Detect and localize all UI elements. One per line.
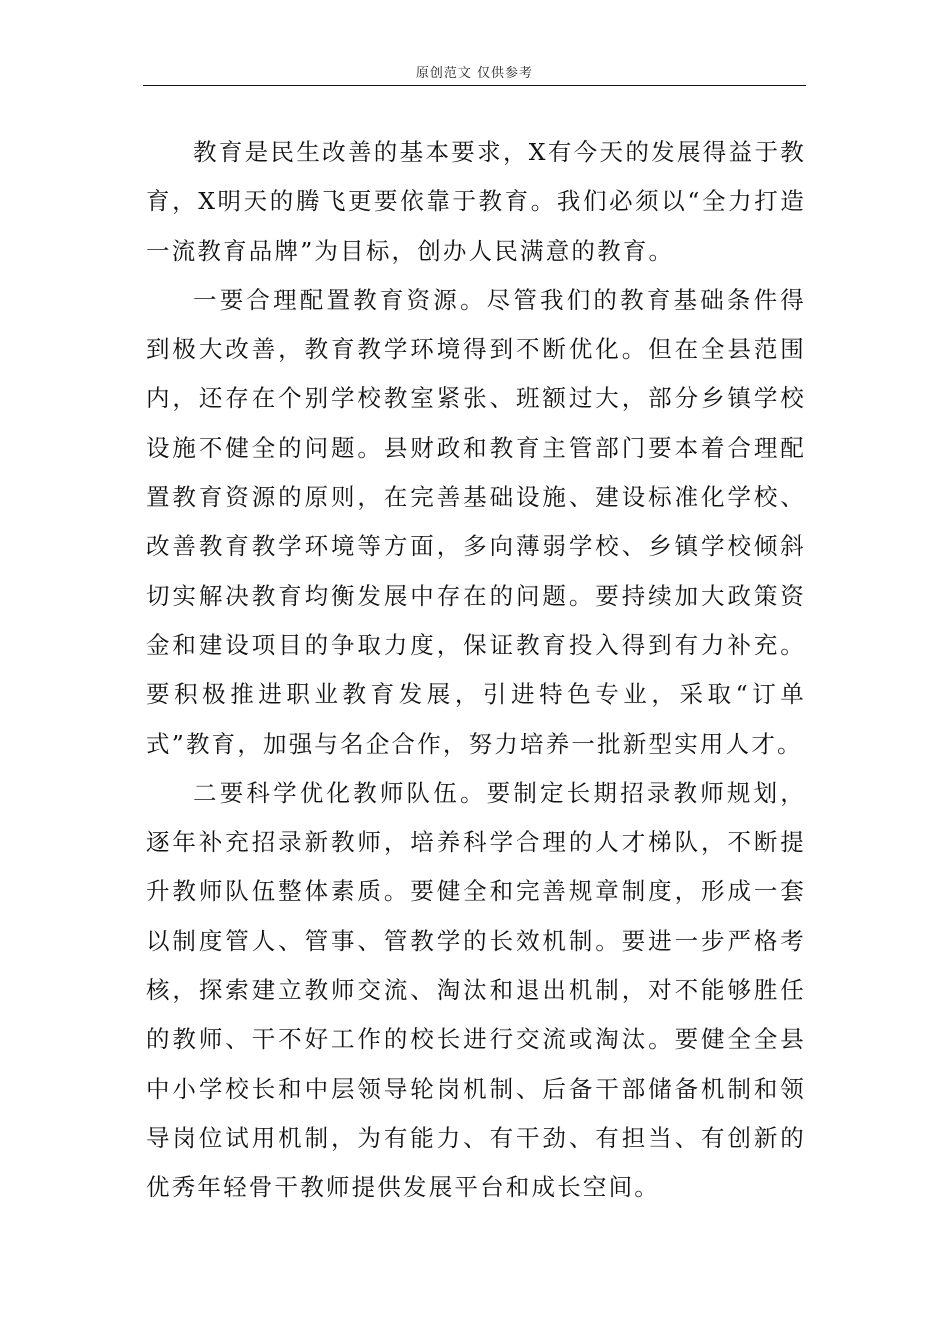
page-header-text: 原创范文 仅供参考: [415, 66, 534, 81]
document-body: [146, 128, 806, 1213]
paragraph-intro: 教育是民生改善的基本要求，X有今天的发展得益于教育，X明天的腾飞更要依靠于教育。我们必须以“全力打造一流教育品牌”为目标，创办人民满意的教育。: [146, 138, 806, 265]
paragraph-teacher-team: 二要科学优化教师队伍。要制定长期招录教师规划，逐年补充招录新教师，培养科学合理的人才梯队，不断提升教师队伍整体素质。要健全和完善规章制度，形成一套以制度管人、管事、管教学的长效机制。要进一步严格考核，探索建立教师交流、淘汰和退出机制，对不能够胜任的教师、干不好工作的校长进行交流或淘汰。要健全全县中小学校长和中层领导轮岗机制、后备干部储备机制和领导岗位试用机制，为有能力、有干劲、有担当、有创新的优秀年轻骨干教师提供发展平台和成长空间。: [146, 778, 806, 1202]
header-divider: [143, 85, 806, 86]
paragraph-education-resources: 一要合理配置教育资源。尽管我们的教育基础条件得到极大改善，教育教学环境得到不断优化。但在全县范围内，还存在个别学校教室紧张、班额过大，部分乡镇学校设施不健全的问题。县财政和教育主管部门要本着合理配置教育资源的原则，在完善基础设施、建设标准化学校、改善教育教学环境等方面，多向薄弱学校、乡镇学校倾斜切实解决教育均衡发展中存在的问题。要持续加大政策资金和建设项目的争取力度，保证教育投入得到有力补充。要积极推进职业教育发展，引进特色专业，采取“订单式”教育，加强与名企合作，努力培养一批新型实用人才。: [146, 285, 806, 758]
